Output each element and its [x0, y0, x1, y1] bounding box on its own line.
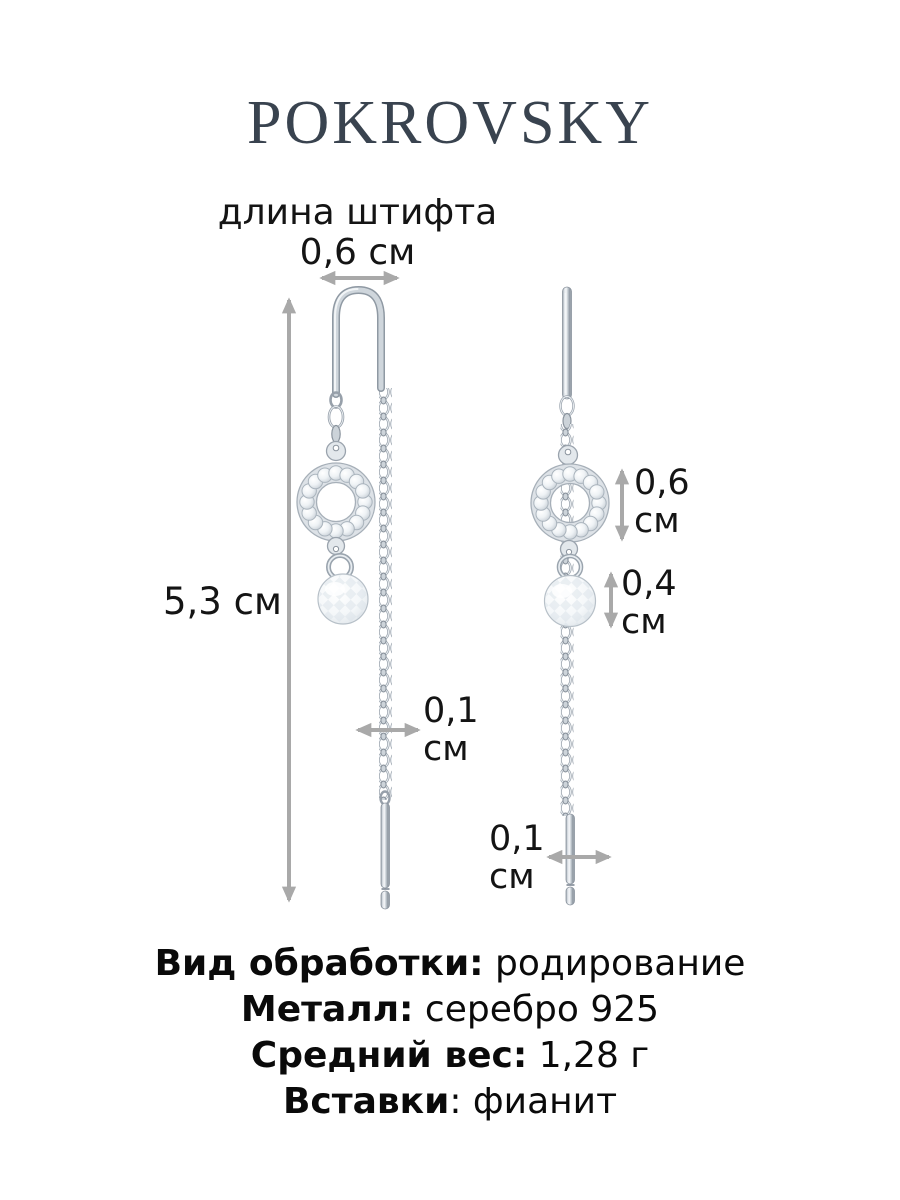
- right-earring: [531, 287, 609, 905]
- crystal-bead: [318, 574, 368, 624]
- spec-label: Вставки: [282, 1081, 450, 1122]
- ear-wire-hook: [335, 289, 381, 394]
- spec-line-weight: [0, 1033, 900, 1079]
- left-earring: [297, 289, 392, 909]
- pin-width-label: [489, 820, 545, 896]
- bead-height-unit: см: [621, 602, 667, 642]
- cable-chain: [379, 388, 392, 800]
- circle-height-value: 0,6: [634, 463, 690, 503]
- chain-width-unit: см: [423, 729, 469, 769]
- pin-width-unit: см: [489, 857, 535, 897]
- spec-value: 1,28 г: [527, 1035, 650, 1076]
- spec-value: серебро 925: [413, 989, 660, 1030]
- chain-width-label: [423, 692, 479, 768]
- spec-label: Средний вес:: [250, 1035, 528, 1076]
- cz-stones: [300, 466, 372, 538]
- specs-block: [0, 941, 900, 1125]
- spec-line-finish: [0, 941, 900, 987]
- spec-label: Металл:: [240, 989, 414, 1030]
- circle-height-unit: см: [634, 501, 680, 541]
- spec-label: Вид обработки:: [154, 943, 484, 984]
- chain-link: [332, 426, 340, 443]
- pin-length-label: длина штифта: [217, 192, 498, 233]
- bead-height-label: [621, 565, 677, 641]
- threader-pin-top: [563, 287, 572, 399]
- spec-value: родирование: [483, 943, 746, 984]
- pave-circle: [297, 463, 375, 541]
- chain-width-value: 0,1: [423, 691, 479, 731]
- threader-pin-bottom: [566, 814, 575, 905]
- total-height-label: 5,3 см: [163, 580, 282, 623]
- threader-pin-bottom: [381, 792, 390, 910]
- bead-height-value: 0,4: [621, 564, 677, 604]
- spec-value: : фианит: [449, 1081, 618, 1122]
- crystal-bead: [545, 576, 596, 627]
- pin-width-value: 0,1: [489, 819, 545, 859]
- brand-logo: POKROVSKY: [247, 89, 653, 157]
- circle-height-label: [634, 464, 690, 540]
- spec-line-inserts: [0, 1079, 900, 1125]
- pin-length-value: 0,6 см: [299, 232, 416, 273]
- spec-line-metal: [0, 987, 900, 1033]
